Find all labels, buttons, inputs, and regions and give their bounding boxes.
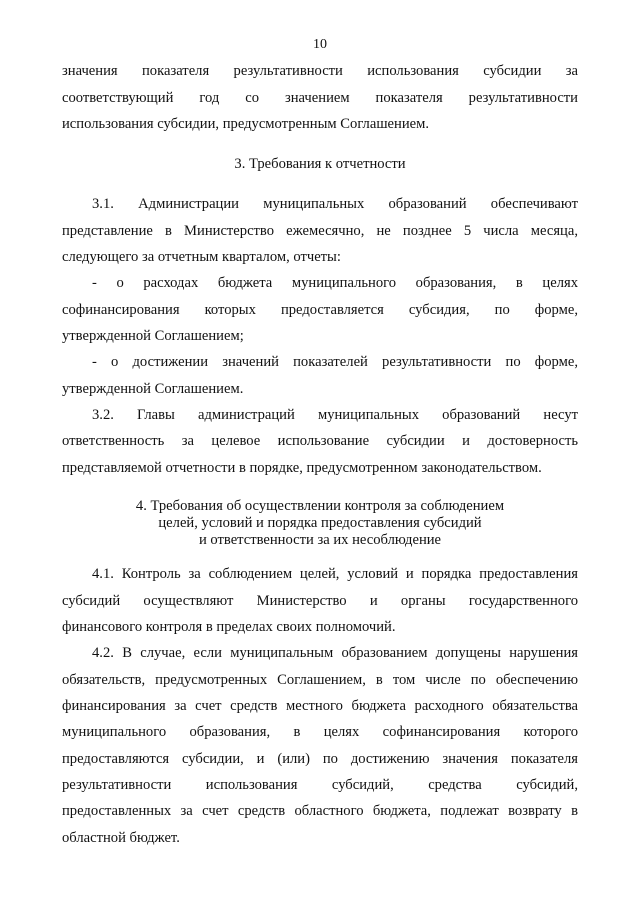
- paragraph-line: муниципального образования, в целях софинансирования которого: [62, 724, 578, 740]
- paragraph-line: субсидий осуществляют Министерство и органы государственного: [62, 593, 578, 609]
- list-item-line: софинансирования которых предоставляется субсидия, по форме,: [62, 302, 578, 318]
- paragraph-line: представляемой отчетности в порядке, предусмотренном законодательством.: [62, 460, 542, 476]
- paragraph-line: 4.1. Контроль за соблюдением целей, условий и порядка предоставления: [92, 566, 578, 582]
- section-4-heading: 4. Требования об осуществлении контроля за соблюдением: [135, 498, 505, 514]
- paragraph-line: предоставляются субсидии, и (или) по достижению значения показателя: [62, 751, 578, 767]
- paragraph-line: представление в Министерство ежемесячно, не позднее 5 числа месяца,: [62, 223, 578, 239]
- paragraph-line: финансирования за счет средств местного бюджета расходного обязательства: [62, 698, 578, 714]
- paragraph-line: 3.1. Администрации муниципальных образований обеспечивают: [92, 196, 578, 212]
- list-item-line: утвержденной Соглашением.: [62, 381, 244, 397]
- paragraph-line: 4.2. В случае, если муниципальным образованием допущены нарушения: [92, 645, 578, 661]
- list-item-line: утвержденной Соглашением;: [62, 328, 244, 344]
- section-4-heading: целей, условий и порядка предоставления субсидий: [158, 515, 482, 531]
- paragraph-line: 3.2. Главы администраций муниципальных образований несут: [92, 407, 578, 423]
- paragraph-line: областной бюджет.: [62, 830, 180, 846]
- list-item-line: - о достижении значений показателей результативности по форме,: [92, 354, 578, 370]
- section-3-heading: 3. Требования к отчетности: [234, 156, 406, 172]
- paragraph-line: предоставленных за счет средств областного бюджета, подлежат возврату в: [62, 803, 578, 819]
- paragraph-line: ответственность за целевое использование субсидии и достоверность: [62, 433, 578, 449]
- paragraph-line: следующего за отчетным кварталом, отчеты:: [62, 249, 341, 265]
- paragraph-line: использования субсидии, предусмотренным Соглашением.: [62, 116, 430, 132]
- paragraph-line: обязательств, предусмотренных Соглашением, в том числе по обеспечению: [62, 672, 578, 688]
- paragraph-line: соответствующий год со значением показателя результативности: [62, 90, 578, 106]
- paragraph-line: значения показателя результативности использования субсидии за: [62, 63, 578, 79]
- list-item-line: - о расходах бюджета муниципального образования, в целях: [92, 275, 578, 291]
- page-number: 10: [313, 37, 327, 52]
- paragraph-line: результативности использования субсидий, средства субсидий,: [62, 777, 578, 793]
- section-4-heading: и ответственности за их несоблюдение: [198, 532, 442, 548]
- paragraph-line: финансового контроля в пределах своих полномочий.: [62, 619, 396, 635]
